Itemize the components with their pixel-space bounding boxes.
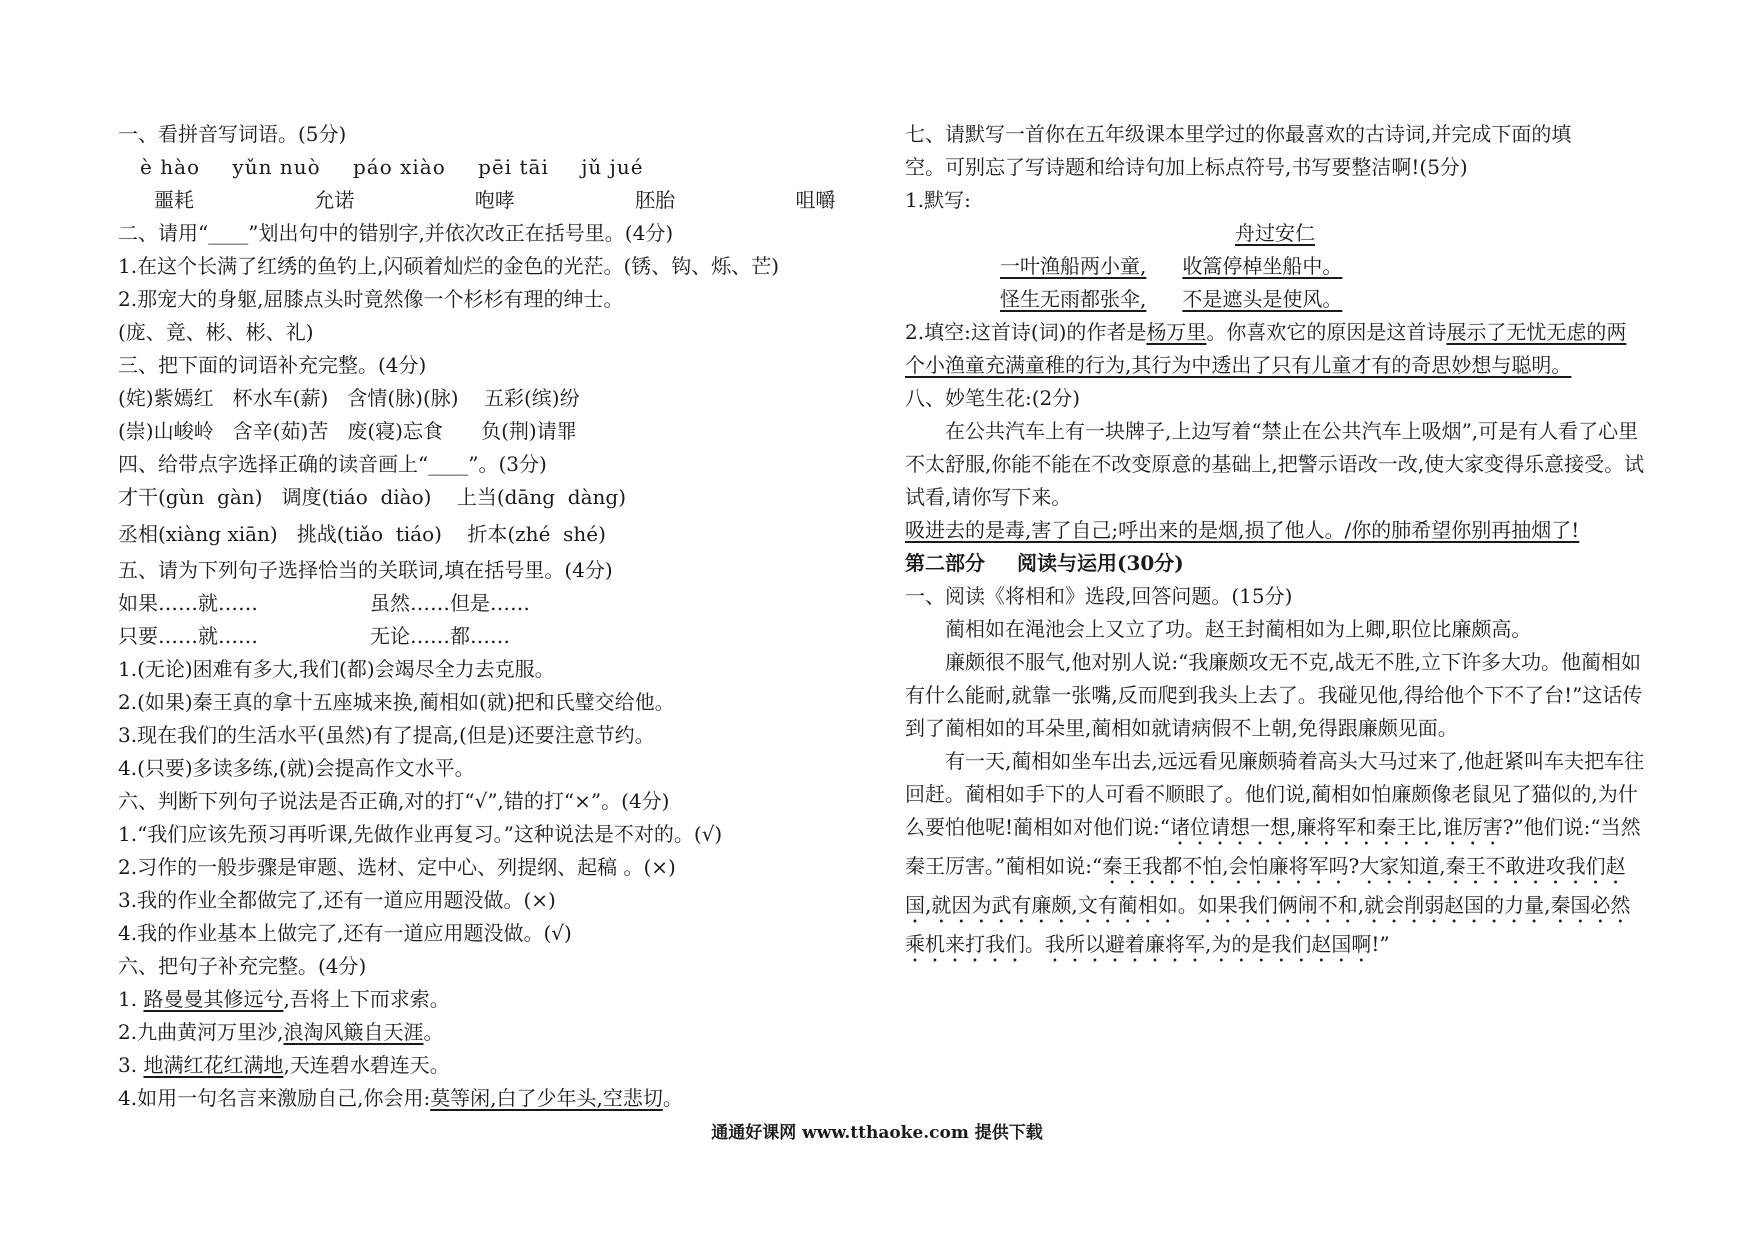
- reading-1-para-3: [905, 745, 1645, 967]
- section-8-answer-text: 吸进去的是毒,害了自己;呼出来的是烟,损了他人。/你的肺希望你别再抽烟了!: [905, 518, 1580, 542]
- poem-line-1b: 收篙停棹坐船中。: [1182, 254, 1343, 278]
- poem-line-2b: 不是遮头是使风。: [1182, 287, 1343, 311]
- poem-line-1a: 一叶渔船两小童,: [1000, 254, 1147, 278]
- q2-answer: 浪淘风簸自天涯: [283, 1020, 424, 1044]
- section-7r-sub1: 1.默写:: [905, 188, 971, 212]
- q2-prefix: 2.九曲黄河万里沙,: [118, 1020, 284, 1044]
- q3-suffix: ,天连碧水碧连天。: [283, 1053, 450, 1077]
- section-6-q1: 1.“我们应该先预习再听课,先做作业再复习。”这种说法是不对的。(√): [118, 822, 723, 846]
- section-8-answer: [905, 514, 1645, 547]
- reading-1-para-1: 蔺相如在渑池会上又立了功。赵王封蔺相如为上卿,职位比廉颇高。: [945, 617, 1532, 641]
- section-3-line-2: (崇)山峻岭 含辛(茹)苦 废(寝)忘食 负(荆)请罪: [118, 419, 577, 443]
- section-5-q1: 1.(无论)困难有多大,我们(都)会竭尽全力去克服。: [118, 657, 555, 681]
- section-7r-sub2: [905, 316, 1645, 382]
- section-7r-title-2: 空。可别忘了写诗题和给诗句加上标点符号,书写要整洁啊!(5分): [905, 155, 1468, 179]
- part-2-title: [905, 547, 1645, 580]
- section-7-title: 六、把句子补充完整。(4分): [118, 954, 367, 978]
- conjunction-row-2: [118, 620, 878, 653]
- section-6-q4: 4.我的作业基本上做完了,还有一道应用题没做。(√): [118, 921, 572, 945]
- sub2-mid: 。你喜欢它的原因是这首诗: [1206, 320, 1447, 344]
- para-3-a: 有一天,蔺相如坐车出去,远远看见廉颇骑着高头大马过来了,他赶紧叫车夫把车往回赶。蔺相如手下的人可看不顺眼了。他们说,蔺相如怕廉颇像老鼠见了猫似的,为什么要怕他呢!蔺相如对他们说: [905, 749, 1645, 839]
- section-7r-title-1: 七、请默写一首你在五年级课本里学过的你最喜欢的古诗词,并完成下面的填: [905, 122, 1572, 146]
- conjunction-4: 无论……都……: [370, 624, 510, 648]
- section-6-title: 六、判断下列句子说法是否正确,对的打“√”,错的打“×”。(4分): [118, 789, 670, 813]
- q3-answer: 地满红花红满地: [143, 1053, 284, 1077]
- section-4-title: 四、给带点字选择正确的读音画上“____”。(3分): [118, 452, 547, 476]
- section-3-title: 三、把下面的词语补充完整。(4分): [118, 353, 427, 377]
- word-4: 胚胎: [635, 188, 676, 212]
- word-2: 允诺: [314, 188, 355, 212]
- poem-author: 杨万里: [1146, 320, 1207, 344]
- conjunction-1: 如果……就……: [118, 591, 258, 615]
- section-7-q3: [118, 1049, 878, 1082]
- answer-words-row: [118, 184, 878, 217]
- section-8-title: 八、妙笔生花:(2分): [905, 386, 1081, 410]
- poem-reason: 展示了无忧无虑的两个小渔童充满童稚的行为,其行为中透出了只有儿童才有的奇思妙想与聪明。: [905, 320, 1627, 377]
- poem-line-2a: 怪生无雨都张伞,: [1000, 287, 1147, 311]
- section-6-q2: 2.习作的一般步骤是审题、选材、定中心、列提纲、起稿 。(×): [118, 855, 676, 879]
- pinyin-2: yǔn nuò: [232, 155, 321, 179]
- part-2-label: 第二部分: [905, 551, 985, 575]
- q4-prefix: 4.如用一句名言来激励自己,你会用:: [118, 1086, 431, 1110]
- reading-1-para-2: 廉颇很不服气,他对别人说:“我廉颇攻无不克,战无不胜,立下许多大功。他蔺相如有什么能耐,就靠一张嘴,反而爬到我头上去了。我碰见他,得给他个下不了台!”这话传到了蔺相如的耳朵里,蔺相如就请病假不上朝,免得跟廉颇见面。: [905, 650, 1643, 740]
- pinyin-1: è hào: [140, 155, 201, 179]
- q4-suffix: 。: [662, 1086, 683, 1110]
- q1-suffix: ,吾将上下而求索。: [283, 987, 450, 1011]
- section-2-line-3: (庞、竟、彬、彬、礼): [118, 320, 314, 344]
- pinyin-3: páo xiào: [353, 155, 446, 179]
- q1-answer: 路曼曼其修远兮: [143, 987, 284, 1011]
- section-4-line-1: 才干(gùn gàn) 调度(tiáo diào) 上当(dāng dàng): [118, 485, 627, 509]
- section-4-line-2: 丞相(xiàng xiān) 挑战(tiǎo tiáo) 折本(zhé shé): [118, 522, 606, 546]
- right-column: [905, 118, 1645, 967]
- poem-title-text: 舟过安仁: [1235, 221, 1315, 245]
- section-8-body: 在公共汽车上有一块牌子,上边写着“禁止在公共汽车上吸烟”,可是有人看了心里不太舒服,你能不能在不改变原意的基础上,把警示语改一改,使大家变得乐意接受。试试看,请你写下来。: [905, 419, 1645, 509]
- q3-prefix: 3.: [118, 1053, 144, 1077]
- section-7-q2: [118, 1016, 878, 1049]
- word-1: 噩耗: [154, 188, 194, 212]
- section-5-q3: 3.现在我们的生活水平(虽然)有了提高,(但是)还要注意节约。: [118, 723, 655, 747]
- part-2-subtitle: 阅读与运用(30分): [1017, 551, 1184, 575]
- poem-line-1: [905, 250, 1645, 283]
- conjunction-2: 虽然……但是……: [370, 591, 530, 615]
- section-5-title: 五、请为下列句子选择恰当的关联词,填在括号里。(4分): [118, 558, 613, 582]
- poem-title: [905, 217, 1645, 250]
- para-3-c: 他们说:“当然秦王厉害。”蔺相如说: [905, 815, 1641, 878]
- section-2-title: 二、请用“____”划出句中的错别字,并依次改正在括号里。(4分): [118, 221, 674, 245]
- footer-credit: 通通好课网 www.tthaoke.com 提供下载: [711, 1123, 1043, 1143]
- section-5-q4: 4.(只要)多读多练,(就)会提高作文水平。: [118, 756, 475, 780]
- conjunction-3: 只要……就……: [118, 624, 258, 648]
- para-3-b: :“诸位请想一想,廉将军和秦王比,谁厉害?”: [1153, 815, 1524, 839]
- poem-line-2: [905, 283, 1645, 316]
- section-5-q2: 2.(如果)秦王真的拿十五座城来换,蔺相如(就)把和氏璧交给他。: [118, 690, 675, 714]
- section-2-line-2: 2.那宠大的身躯,屈膝点头时竟然像一个杉杉有理的绅士。: [118, 287, 624, 311]
- word-5: 咀嚼: [795, 188, 836, 212]
- pinyin-5: jǔ jué: [581, 155, 644, 179]
- left-column: [118, 118, 878, 1115]
- section-6-q3: 3.我的作业全都做完了,还有一道应用题没做。(×): [118, 888, 556, 912]
- section-7-q1: [118, 983, 878, 1016]
- q2-suffix: 。: [423, 1020, 444, 1044]
- q1-prefix: 1.: [118, 987, 144, 1011]
- reading-1-title: 一、阅读《将相和》选段,回答问题。(15分): [905, 584, 1293, 608]
- sub2-prefix: 2.填空:这首诗(词)的作者是: [905, 320, 1147, 344]
- pinyin-row: [118, 151, 878, 184]
- section-2-line-1: 1.在这个长满了红绣的鱼钓上,闪硕着灿烂的金色的光茫。(锈、钩、烁、芒): [118, 254, 780, 278]
- section-7-q4: [118, 1082, 878, 1115]
- conjunction-row-1: [118, 587, 878, 620]
- section-1-title: 一、看拼音写词语。(5分): [118, 122, 347, 146]
- para-3-d: :“秦王我都不怕,会怕廉将军吗?大家知道,秦王不敢进攻我们赵国,就因为武有廉颇,文有蔺相如。如果我们俩闹不和,就会削弱赵国的力量,秦国必然乘机来打我们。我所以避着廉将军,为的是我们赵国啊!”: [905, 854, 1631, 956]
- pinyin-4: pēi tāi: [478, 155, 549, 179]
- q4-answer: 莫等闲,白了少年头,空悲切: [430, 1086, 663, 1110]
- section-3-line-1: (姹)紫嫣红 杯水车(薪) 含情(脉)(脉) 五彩(缤)纷: [118, 386, 580, 410]
- word-3: 咆哮: [474, 188, 515, 212]
